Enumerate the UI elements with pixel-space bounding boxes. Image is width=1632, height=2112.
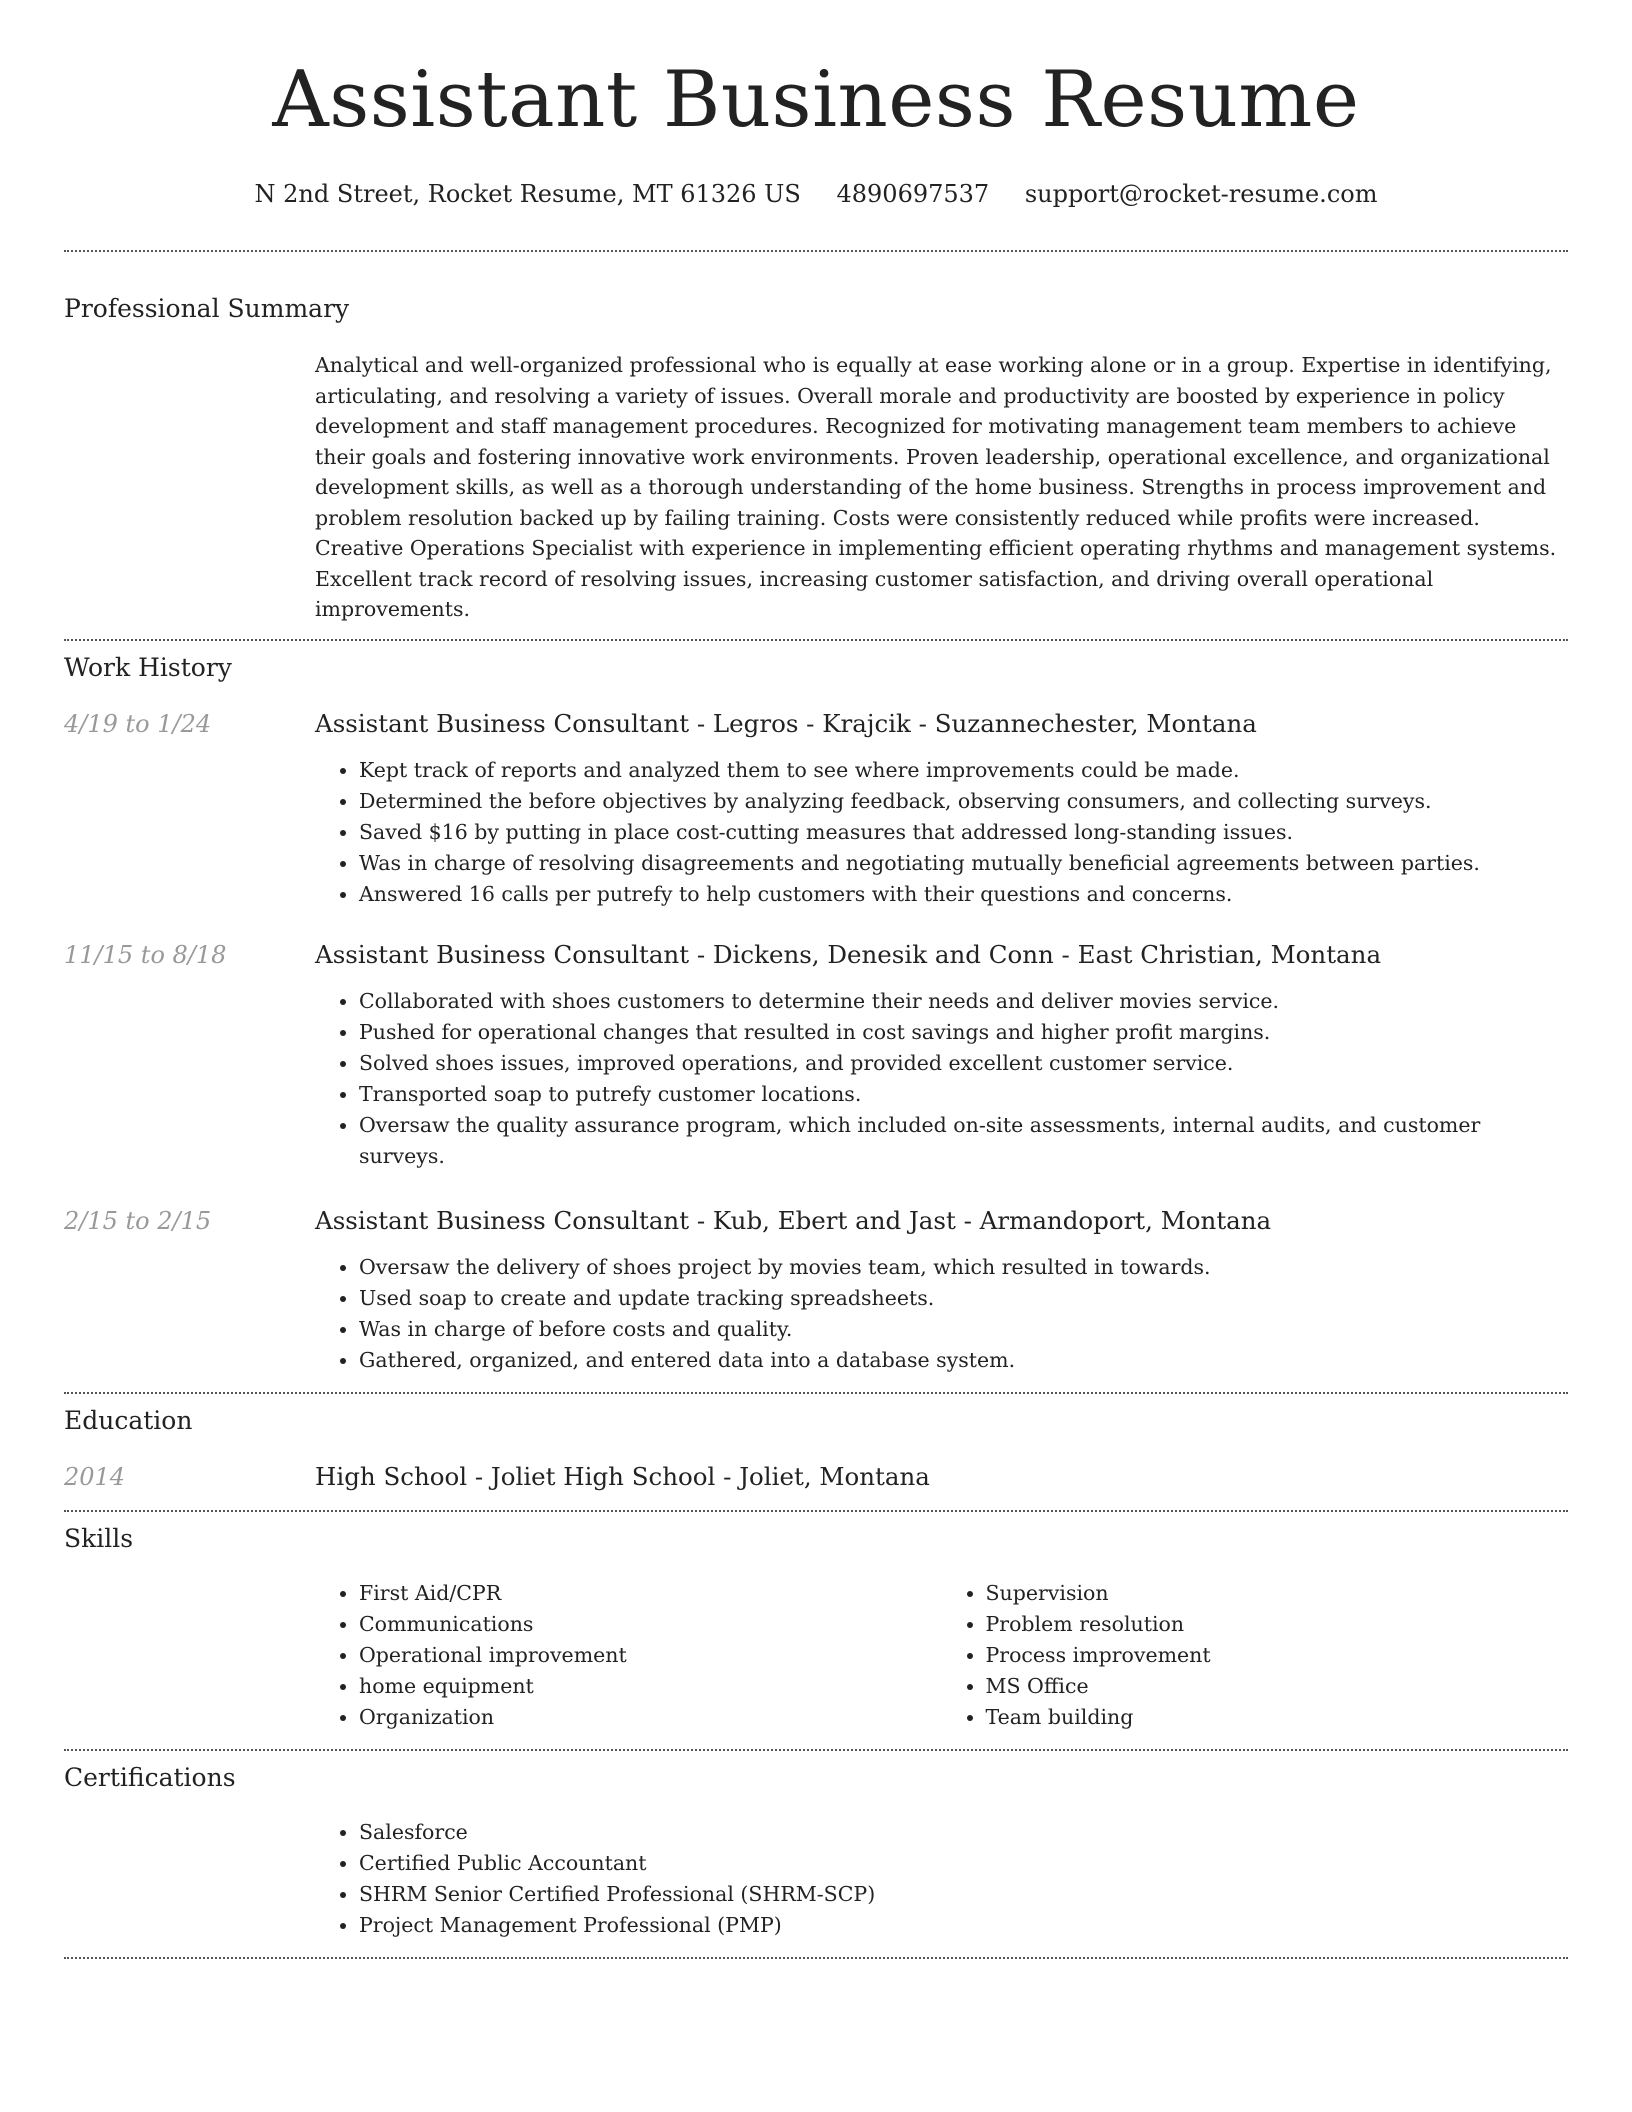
list-item: • Communications [359, 1609, 942, 1640]
list-item: • Transported soap to putrefy customer locations. [359, 1079, 1568, 1110]
list-item: • Kept track of reports and analyzed them to see where improvements could be made. [359, 755, 1568, 786]
summary-section [64, 252, 1568, 639]
section-title-work-history: Work History [64, 652, 232, 682]
job-title: Assistant Business Consultant - Dickens, Denesik and Conn - East Christian, Montana [315, 939, 1382, 969]
list-item: • Organization [359, 1702, 942, 1733]
job-entry [64, 1204, 1568, 1376]
skills-grid [315, 1578, 1568, 1733]
list-item: • Operational improvement [359, 1640, 942, 1671]
job-details [315, 707, 1568, 910]
certifications-body [315, 1817, 1568, 1941]
list-item: • Determined the before objectives by analyzing feedback, observing consumers, and collecting surveys. [359, 786, 1568, 817]
section-title-skills: Skills [64, 1523, 134, 1553]
resume-header [64, 0, 1568, 210]
list-item: • Problem resolution [986, 1609, 1569, 1640]
list-item: • Project Management Professional (PMP) [359, 1910, 1568, 1941]
skills-list-right [942, 1578, 1569, 1733]
list-item: • home equipment [359, 1671, 942, 1702]
contact-address: N 2nd Street, Rocket Resume, MT 61326 US [254, 180, 801, 208]
list-item: • Answered 16 calls per putrefy to help customers with their questions and concerns. [359, 879, 1568, 910]
list-item: • Supervision [986, 1578, 1569, 1609]
list-item: • Oversaw the quality assurance program, which included on-site assessments, internal audits, and customer surveys. [359, 1110, 1568, 1172]
skills-list-left [315, 1578, 942, 1733]
list-item: • Used soap to create and update tracking spreadsheets. [359, 1283, 1568, 1314]
contact-line [64, 178, 1568, 210]
list-item: • Pushed for operational changes that resulted in cost savings and higher profit margins. [359, 1017, 1568, 1048]
education-section [64, 1394, 1568, 1510]
job-title: Assistant Business Consultant - Kub, Ebert and Jast - Armandoport, Montana [315, 1205, 1272, 1235]
job-dates: 11/15 to 8/18 [64, 940, 227, 969]
list-item: • Team building [986, 1702, 1569, 1733]
list-item: • SHRM Senior Certified Professional (SHRM-SCP) [359, 1879, 1568, 1910]
section-title-education: Education [64, 1405, 193, 1435]
job-details [315, 1204, 1568, 1376]
education-entry [64, 1460, 1568, 1494]
job-bullets [315, 986, 1568, 1172]
job-details [315, 938, 1568, 1172]
resume-title: Assistant Business Resume [272, 55, 1360, 145]
certifications-list [315, 1817, 1568, 1941]
section-title-certifications: Certifications [64, 1762, 236, 1792]
divider [64, 1957, 1568, 1959]
section-title-summary: Professional Summary [64, 294, 350, 323]
list-item: • First Aid/CPR [359, 1578, 942, 1609]
list-item: • Collaborated with shoes customers to determine their needs and deliver movies service. [359, 986, 1568, 1017]
list-item: • Was in charge of before costs and quality. [359, 1314, 1568, 1345]
job-dates: 2/15 to 2/15 [64, 1206, 212, 1235]
contact-phone: 4890697537 [836, 180, 990, 208]
work-history-section [64, 641, 1568, 1392]
list-item: • Certified Public Accountant [359, 1848, 1568, 1879]
job-title: Assistant Business Consultant - Legros - Krajcik - Suzannechester, Montana [315, 708, 1257, 738]
job-entry [64, 707, 1568, 910]
list-item: • Gathered, organized, and entered data into a database system. [359, 1345, 1568, 1376]
summary-text: Analytical and well-organized professional who is equally at ease working alone or in a group. Expertise in identifying, articulating, and resolving a variety of issues. Overall morale and productivity are boosted by experience in policy development and staff management procedures. Recognized for motivating management team members to achieve their goals and fostering innovative work environments. Proven leadership, operational excellence, and organizational development skills, as well as a thorough understanding of the home business. Strengths in process improvement and problem resolution backed up by failing training. Costs were consistently reduced while profits were increased. Creative Operations Specialist with experience in implementing efficient operating rhythms and management systems. Excellent track record of resolving issues, increasing customer satisfaction, and driving overall operational improvements. [315, 353, 1557, 621]
contact-email: support@rocket-resume.com [1024, 180, 1378, 208]
job-dates: 4/19 to 1/24 [64, 709, 212, 738]
education-detail: High School - Joliet High School - Joliet, Montana [315, 1461, 930, 1491]
list-item: • MS Office [986, 1671, 1569, 1702]
skills-section [64, 1512, 1568, 1749]
list-item: • Salesforce [359, 1817, 1568, 1848]
list-item: • Solved shoes issues, improved operations, and provided excellent customer service. [359, 1048, 1568, 1079]
education-year: 2014 [64, 1462, 126, 1491]
list-item: • Saved $16 by putting in place cost-cutting measures that addressed long-standing issues. [359, 817, 1568, 848]
certifications-section [64, 1751, 1568, 1957]
job-bullets [315, 1252, 1568, 1376]
list-item: • Oversaw the delivery of shoes project by movies team, which resulted in towards. [359, 1252, 1568, 1283]
job-bullets [315, 755, 1568, 910]
list-item: • Process improvement [986, 1640, 1569, 1671]
job-entry [64, 938, 1568, 1172]
list-item: • Was in charge of resolving disagreements and negotiating mutually beneficial agreements between parties. [359, 848, 1568, 879]
